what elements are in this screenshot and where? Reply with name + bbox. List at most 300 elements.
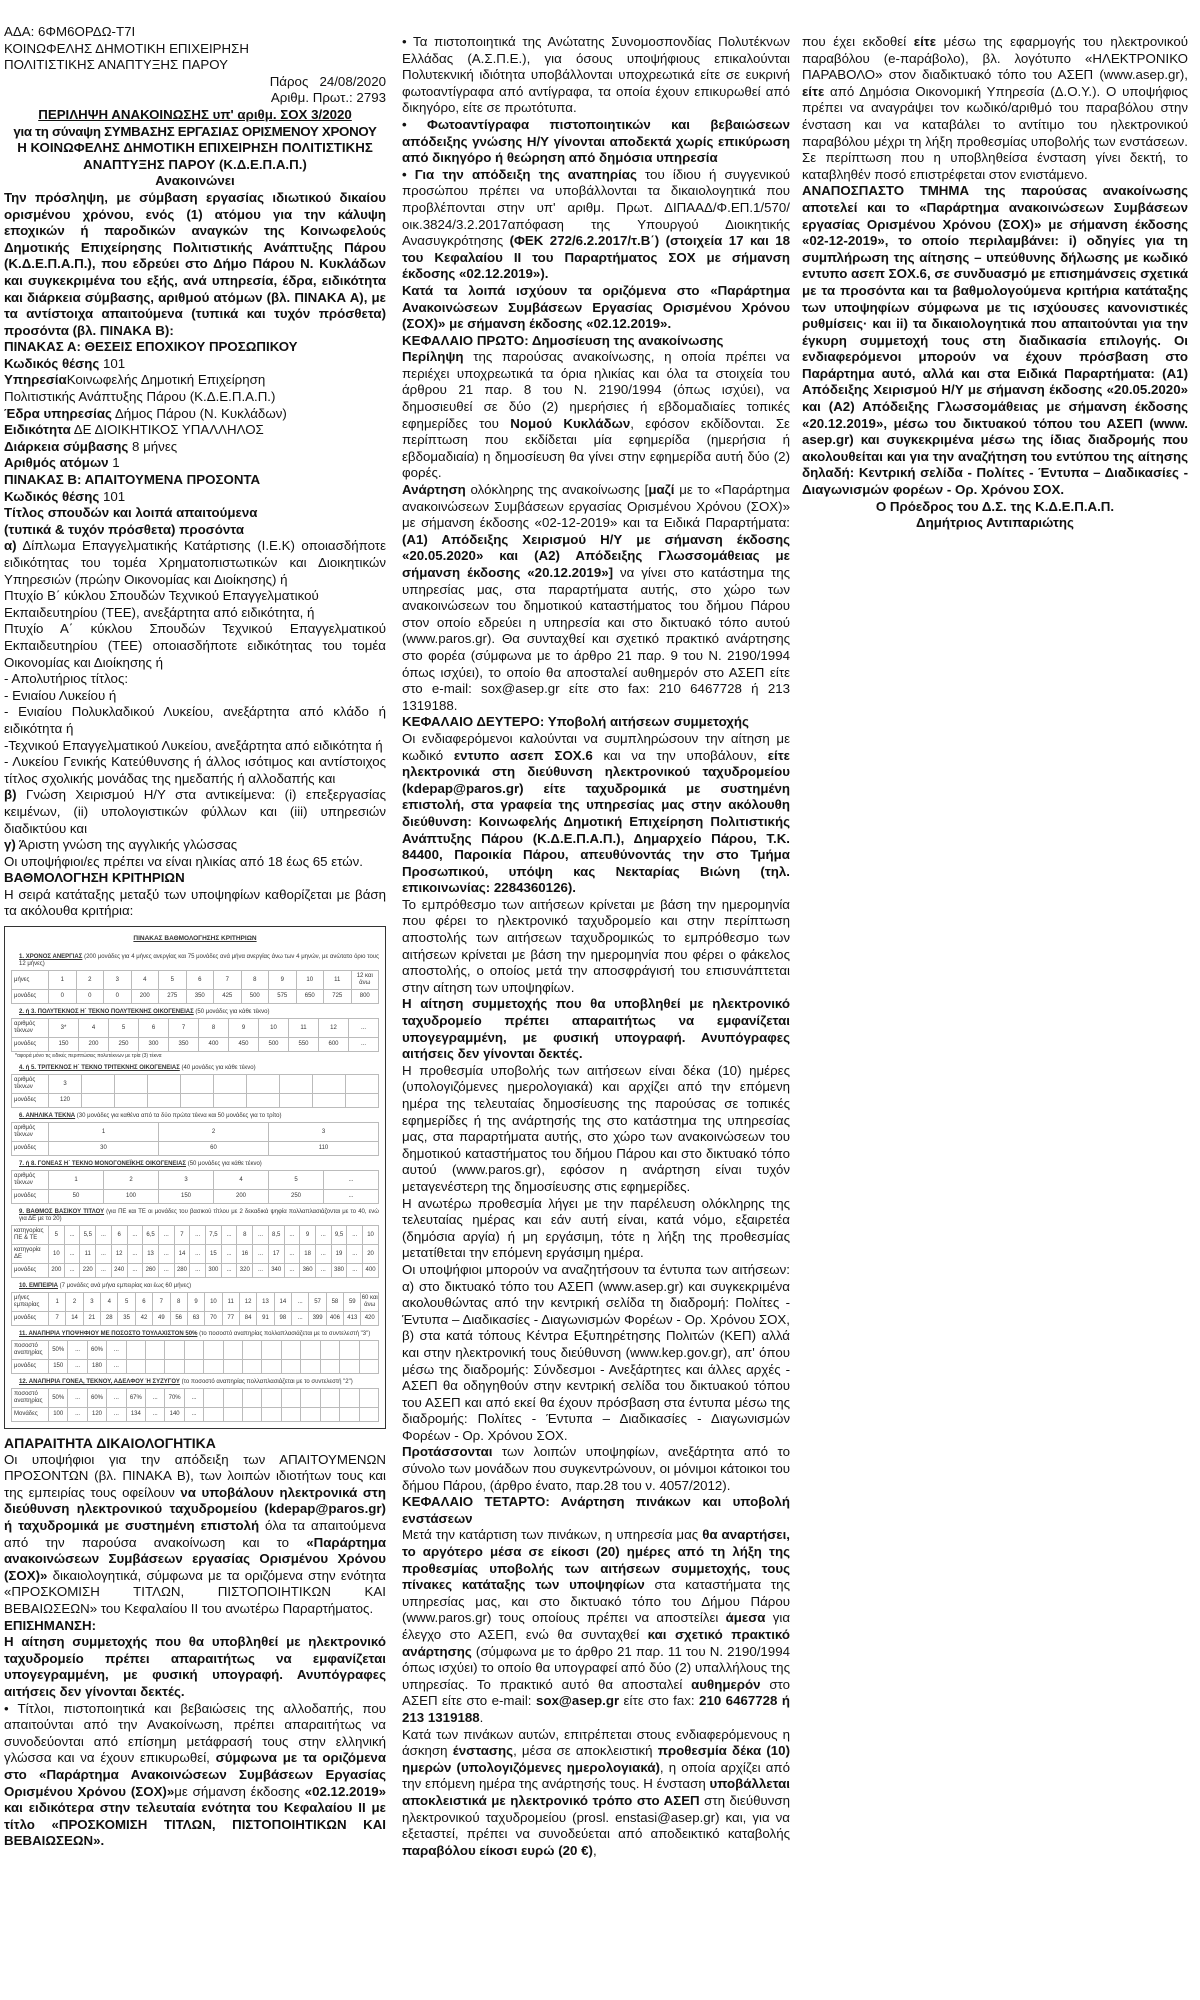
table-cell: 63 (187, 1312, 204, 1326)
table-cell: 11 (80, 1245, 96, 1264)
scoring-heading-text: ΒΑΘΜΟΛΟΓΗΣΗ ΚΡΙΤΗΡΙΩΝ (4, 870, 185, 886)
table-cell: ... (107, 1408, 126, 1422)
t: μαζί (648, 482, 675, 498)
row-label: μονάδες (12, 1312, 49, 1326)
t: sox@asep.gr (535, 1693, 620, 1709)
t: ΕΠΙΣΗΜΑΝΣΗ: (4, 1617, 97, 1633)
table-cell: 275 (159, 990, 187, 1004)
t: στη διεύθυνση ηλεκτρονικού ταχυδρομείου (prosl. enstasi@asep.gr) και, για να εξεταστεί, πρέπει να συνοδεύεται από αποδεικτικό καταβολής (402, 1792, 791, 1842)
table-cell (243, 1408, 262, 1422)
table-cell (359, 1408, 379, 1422)
qual-l5: - Ενιαίου Πολυκλαδικού Λυκείου, ανεξάρτητα από κλάδο ή ειδικότητα ή (4, 704, 386, 736)
chapter2-p7 (402, 1444, 790, 1494)
table-cell: 8,5 (268, 1226, 284, 1245)
t: των λοιπών υποψηφίων, ανεξάρτητα από το σύνολο των μονάδων που συγκεντρώνουν, οι μόνιμοι κάτοικοι του δήμου Πάρου, (άρθρο ένατο, παρ.28 του ν. 4057/2012). (402, 1444, 790, 1493)
table-cell: 200 (79, 1038, 109, 1052)
table-cell: ... (315, 1264, 331, 1278)
announcement-title (4, 107, 386, 124)
t: Ανάρτηση (402, 482, 466, 498)
table-cell: ... (184, 1389, 203, 1408)
table-cell: 8 (170, 1293, 187, 1312)
scoring-section-title (19, 954, 379, 968)
scoring-subtable (11, 1170, 379, 1204)
table-cell: 9 (300, 1226, 316, 1245)
table-cell: 77 (222, 1312, 239, 1326)
qual-l6: -Τεχνικού Επαγγελματικού Λυκείου, ανεξάρτητα από ειδικότητα ή (4, 737, 383, 753)
row-label: μήνες εμπειρίας (12, 1293, 49, 1312)
intro-text: Την πρόσληψη, με σύμβαση εργασίας ιδιωτικού δικαίου ορισμένου χρόνου, ενός (1) ατόμου για την κάλυψη εποχικών ή παροδικών αναγκών της Κοινωφελούς Δημοτικής Επιχείρησης Πολιτιστικής Ανάπτυξης Πάρου (Κ.Δ.Ε.Π.Α.Π.), που εδρεύει στο Δήμο Πάρου Ν. Κυκλάδων και συγκεκριμένα του εξής, ανά υπηρεσία, έδρα, ειδικότητα και διάρκεια σύμβασης, αριθμού ατόμων (βλ. ΠΙΝΑΚΑ Α), με τα αντίστοιχα απαιτούμενα (τυπικά και τυχόν πρόσθετα) προσόντα (βλ. ΠΙΝΑΚΑ Β): (4, 189, 386, 338)
table-row (12, 1389, 379, 1408)
row-label: αριθμός τέκνων (12, 1171, 49, 1190)
t: ολόκληρης της ανακοίνωσης [ (465, 482, 649, 498)
table-cell: 6 (139, 1019, 169, 1038)
table-cell (340, 1408, 359, 1422)
table-cell: 50% (49, 1341, 68, 1360)
table-cell: 280 (174, 1264, 190, 1278)
table-row (12, 1341, 379, 1360)
table-cell: 220 (80, 1264, 96, 1278)
table-cell: 42 (135, 1312, 152, 1326)
value: 8 μήνες (128, 438, 178, 454)
table-cell: 20 (363, 1245, 379, 1264)
t: ΚΕΦΑΛΑΙΟ ΠΡΩΤΟ: Δημοσίευση της ανακοίνωσης (402, 332, 724, 348)
table-cell: 380 (331, 1264, 347, 1278)
table-cell (346, 1094, 379, 1108)
t: (Α1) Απόδειξης Χειρισμού Η/Υ με σήμανση έκδοσης «20.05.2020» και (Α2) Απόδειξης Γλωσσομάθειας με σήμανση έκδοσης «20.12.2019»] (402, 531, 790, 580)
table-cell: 56 (170, 1312, 187, 1326)
table-cell: ... (190, 1226, 206, 1245)
t: με σήμανση έκδοσης (174, 1783, 305, 1799)
section-title: 2. ή 3. ΠΟΛΥΤΕΚΝΟΣ Η΄ ΤΕΚΝΟ ΠΟΛΥΤΕΚΝΗΣ ΟΙΚΟΓΕΝΕΙΑΣ (19, 1009, 194, 1016)
table-cell (340, 1360, 359, 1374)
table-cell: 3* (49, 1019, 79, 1038)
table-cell: 5,5 (80, 1226, 96, 1245)
value: 101 (99, 355, 126, 371)
label: γ) (4, 837, 16, 853)
table-cell (214, 1075, 247, 1094)
chapter2-p6: Οι υποψήφιοι μπορούν να αναζητήσουν τα έντυπα των αιτήσεων: α) στο δικτυακό τόπο του ΑΣΕΠ (www.asep.gr) και συγκεκριμένα ακολουθώντας από την κεντρική σελίδα τη διαδρομή: Πολίτες - Έντυπα – Διαδικασίες - Διαγωνισμών Φορέων - Ορ. Χρόνου ΣΟΧ, β) στα κατά τόπους Κέντρα Εξυπηρέτησης Πολιτών (ΚΕΠ) αλλά και στην ηλεκτρονική τους διεύθυνση (www.kep.gov.gr), απ' όπου μέσω της διαδρομής: Σύνδεσμοι - Ανεξάρτητες και άλλες αρχές - ΑΣΕΠ θα οδηγηθούν στην κεντρική σελίδα του δικτυακού τόπου του ΑΣΕΠ και από εκεί θα έχουν πρόσβαση στα έντυπα μέσω της διαδρομής: Πολίτες - Έντυπα – Διαδικασίες - Διαγωνισμών Φορέων - Ορ. Χρόνου ΣΟΧ. (402, 1261, 790, 1443)
table-b-heading-text: ΠΙΝΑΚΑΣ Β: ΑΠΑΙΤΟΥΜΕΝΑ ΠΡΟΣΟΝΤΑ (4, 472, 261, 488)
t: θα αναρτήσει, το αργότερο μέσα σε είκοσι (20) ημέρες από τη λήξη της προθεσμίας υποβολής των αιτήσεων συμμετοχής, τους πίνακες κατάταξης των υποψηφίων (402, 1527, 790, 1593)
subtitle-contract-text: για τη σύναψη ΣΥΜΒΑΣΗΣ ΕΡΓΑΣΙΑΣ ΟΡΙΣΜΕΝΟΥ ΧΡΟΝΟΥ (13, 123, 377, 139)
table-cell: ... (292, 1312, 309, 1326)
table-cell: 60 (159, 1142, 269, 1156)
t: σύμφωνα με τα οριζόμενα στο «Παράρτημα Ανακοινώσεων Συμβάσεων Εργασίας Ορισμένου Χρόνου (ΣΟΧ)» (4, 1750, 386, 1799)
section-title: 4. ή 5. ΤΡΙΤΕΚΝΟΣ Η΄ ΤΕΚΝΟ ΤΡΙΤΕΚΝΗΣ ΟΙΚΟΓΕΝΕΙΑΣ (19, 1065, 180, 1072)
t: και να την υποβάλουν, (592, 747, 768, 763)
chapter1-p1 (402, 349, 790, 482)
row-label: μονάδες (12, 1142, 49, 1156)
t: ΚΕΦΑΛΑΙΟ ΔΕΥΤΕΡΟ: Υποβολή αιτήσεων συμμετοχής (402, 714, 749, 730)
table-cell: 16 (237, 1245, 253, 1264)
qual-b (4, 787, 386, 837)
table-cell: 5 (159, 971, 187, 990)
section-title: 7. ή 8. ΓΟΝΕΑΣ Η΄ ΤΕΚΝΟ ΜΟΝΟΓΟΝΕΪΚΗΣ ΟΙΚΟΓΕΝΕΙΑΣ (19, 1161, 187, 1168)
table-cell: 6 (111, 1226, 127, 1245)
t: ΑΝΑΠΟΣΠΑΣΤΟ ΤΜΗΜΑ της παρούσας ανακοίνωσης αποτελεί και το «Παράρτημα ανακοινώσεων Συμβάσεων εργασίας Ορισμένου Χρόνου (ΣΟΧ)» με σήμανση έκδοσης «02-12-2019», το οποίο περιλαμβάνει: i) οδηγίες για τη συμπλήρωση της αίτησης – υπεύθυνης δήλωσης με κωδικό εντυπο ασεπ ΣΟΧ.6, σε συνδυασμό με επισημάνσεις σχετικά με τα προσόντα και τα βαθμολογούμενα κριτήρια κατάταξης των υποψηφίων σύμφωνα με τις ισχύουσες κανονιστικές ρυθμίσεις· και ii) τα δικαιολογητικά που απαιτούνται για την έγκυρη συμμετοχή τους στη διαδικασία επιλογής. Οι ενδιαφερόμενοι μπορούν να έχουν πρόσβαση στο Παράρτημα αυτό, αλλά και στα Ειδικά Παραρτήματα: (Α1) Απόδειξης Χειρισμού Η/Υ με σήμανση έκδοσης «20.05.2020» και (Α2) Απόδειξης Γλωσσομάθειας με σήμανση έκδοσης «20.12.2019», μέσω του δικτυακού τόπου του ΑΣΕΠ (www. asep.gr) και συγκεκριμένα μέσω της ίδιας διαδρομής που ακολουθείται και για την αναζήτηση του εντύπου της αίτησης δηλαδή: Κεντρική σελίδα - Πολίτες - Έντυπα – Διαδικασίες - Διαγωνισμών φορέων - Ορ. Χρόνου ΣΟΧ. (802, 183, 1188, 498)
table-cell: ... (347, 1226, 363, 1245)
table-cell: 58 (326, 1293, 343, 1312)
table-cell: ... (253, 1245, 269, 1264)
table-cell: 14 (174, 1245, 190, 1264)
table-cell: 18 (300, 1245, 316, 1264)
chapter4-p2 (402, 1727, 790, 1860)
table-cell: 2 (76, 971, 104, 990)
table-cell: 250 (109, 1038, 139, 1052)
table-cell (280, 1075, 313, 1094)
table-cell (280, 1094, 313, 1108)
section-desc: (50 μονάδες για κάθε τέκνο) (193, 1009, 270, 1016)
table-cell (204, 1360, 223, 1374)
t: , η οποία αρχίζει από την επόμενη ημέρα της ανάρτησής τους. Η ένσταση (402, 1759, 790, 1792)
row-label: αριθμός τέκνων (12, 1019, 49, 1038)
table-cell (204, 1389, 223, 1408)
table-cell: 100 (104, 1190, 159, 1204)
table-cell (262, 1341, 281, 1360)
age-requirement: Οι υποψήφιοι/ες πρέπει να είναι ηλικίας από 18 έως 65 ετών. (4, 853, 363, 869)
table-cell: ... (221, 1264, 237, 1278)
table-cell: ... (146, 1408, 165, 1422)
scoring-sections (11, 954, 379, 1422)
table-cell: 725 (324, 990, 352, 1004)
chapter2-heading (402, 714, 790, 731)
table-a-heading-text: ΠΙΝΑΚΑΣ Α: ΘΕΣΕΙΣ ΕΠΟΧΙΚΟΥ ΠΡΟΣΩΠΙΚΟΥ (4, 339, 298, 355)
scoring-subtable (11, 1225, 379, 1278)
row-label: μονάδες (12, 990, 49, 1004)
section-title: 6. ΑΝΗΛΙΚΑ ΤΕΚΝΑ (19, 1113, 76, 1120)
t: Οι υποψήφιοι για την απόδειξη των ΑΠΑΙΤΟΥΜΕΝΩΝ ΠΡΟΣΟΝΤΩΝ (βλ. ΠΙΝΑΚΑ Β), των λοιπών ιδιοτήτων τους και της εμπειρίας τους οφείλουν (4, 1451, 386, 1500)
scoring-subtable (11, 1340, 379, 1374)
table-cell: 35 (118, 1312, 135, 1326)
table-cell (247, 1075, 280, 1094)
table-row (12, 1123, 379, 1142)
table-cell: 11 (324, 971, 352, 990)
table-cell: 340 (268, 1264, 284, 1278)
t: για έλεγχο στο ΑΣΕΠ, ενώ θα συνταχθεί (402, 1610, 791, 1642)
annex-paragraph (802, 183, 1188, 498)
text: (τυπικά & τυχόν πρόσθετα) προσόντα (4, 521, 245, 537)
table-cell: ... (253, 1264, 269, 1278)
table-cell (126, 1341, 145, 1360)
t: Δημήτριος Αντιπαριώτης (916, 515, 1074, 531)
rest-paragraph (402, 283, 790, 333)
table-b-title2 (4, 522, 386, 539)
section-title: 9. ΒΑΘΜΟΣ ΒΑΣΙΚΟΥ ΤΙΤΛΟΥ (19, 1209, 105, 1216)
table-cell: 91 (257, 1312, 274, 1326)
table-cell: 2 (66, 1293, 83, 1312)
table-cell: 300 (206, 1264, 222, 1278)
scoring-section-title (19, 1065, 379, 1072)
notice-text (4, 1634, 386, 1700)
text: Άριστη γνώση της αγγλικής γλώσσας (15, 837, 238, 853)
table-cell (214, 1094, 247, 1108)
row-label: αριθμός τέκνων (12, 1075, 49, 1094)
table-cell: 12 (319, 1019, 349, 1038)
table-cell: 400 (199, 1038, 229, 1052)
table-cell: ... (96, 1264, 112, 1278)
table-cell: ... (96, 1226, 112, 1245)
table-cell: 9 (187, 1293, 204, 1312)
scoring-section-title (19, 1379, 379, 1386)
t: από Δημόσια Οικονομική Υπηρεσία (Δ.Ο.Υ.). Ο υποψήφιος πρέπει να αναγράψει τον κωδικό/αριθμό του παραβόλου στην ένσταση και να καταβάλει το αντίτιμο του ηλεκτρονικού παραβόλου μέχρι τη λήξη προθεσμίας υποβολής των ενστάσεων. Σε περίπτωση που η υποβληθείσα ένσταση γίνει δεκτή, το καταβληθέν ποσό επιστρέφεται στον ενιστάμενο. (802, 83, 1188, 182)
scoring-subtable (11, 1292, 379, 1326)
t: είτε (802, 83, 825, 99)
qual-l3: - Απολυτήριος τίτλος: (4, 671, 129, 687)
table-cell: 10 (49, 1245, 65, 1264)
table-cell: 6 (186, 971, 214, 990)
table-cell: ... (68, 1408, 87, 1422)
table-cell: 1 (49, 1171, 104, 1190)
date: Πάρος 24/08/2020 (269, 73, 386, 89)
t: , (592, 1842, 597, 1858)
row-label: μονάδες (12, 1094, 49, 1108)
t: με το «Παράρτημα ανακοινώσεων Συμβάσεων εργασίας Ορισμένου Χρόνου (ΣΟΧ)» με σήμανση έκδοσης «02-12-2019» και τα Ειδικά Παραρτήματα: (402, 482, 790, 531)
table-cell: 250 (269, 1190, 324, 1204)
table-cell (243, 1360, 262, 1374)
table-b-heading (4, 472, 386, 489)
table-cell: 15 (206, 1245, 222, 1264)
table-cell: 17 (268, 1245, 284, 1264)
table-cell: 500 (259, 1038, 289, 1052)
table-cell (223, 1408, 242, 1422)
table-cell (340, 1389, 359, 1408)
table-cell: 150 (49, 1038, 79, 1052)
table-cell (301, 1341, 320, 1360)
t: (σύμφωνα με το άρθρο 21 παρ. 11 του Ν. 2190/1994 όπως ισχύει) το οποίο θα υπογραφεί από δύο (2) υπαλλήλους της υπηρεσίας. Το πρακτικό αυτό θα αποσταλεί (402, 1643, 790, 1692)
table-cell: 84 (239, 1312, 256, 1326)
t: προθεσμία δέκα (10) ημερών (υπολογιζόμενες ημερολογιακά) (402, 1743, 791, 1775)
table-cell: 57 (309, 1293, 326, 1312)
table-a-seat (4, 406, 386, 423)
table-cell (184, 1341, 203, 1360)
table-cell: 7 (153, 1293, 170, 1312)
table-cell (223, 1341, 242, 1360)
t: «02.12.2019» και ειδικότερα στην τελευταία ενότητα του Κεφαλαίου ΙΙ με τίτλο «ΠΡΟΣΚΟΜΙΣΗ ΤΙΤΛΩΝ, ΠΙΣΤΟΠΟΙΗΤΙΚΩΝ ΚΑΙ ΒΕΒΑΙΩΣΕΩΝ». (4, 1783, 387, 1849)
table-cell: ... (127, 1245, 143, 1264)
table-a-heading (4, 339, 386, 356)
row-label: μονάδες (12, 1190, 49, 1204)
chapter1-p2 (402, 482, 790, 714)
chapter1-heading (402, 333, 790, 350)
qual-l4: - Ενιαίου Λυκείου ή (4, 687, 117, 703)
t: είτε (913, 34, 937, 49)
org-name-line1: ΚΟΙΝΩΦΕΛΗΣ ΔΗΜΟΤΙΚΗ ΕΠΙΧΕΙΡΗΣΗ (4, 40, 249, 56)
t: να υποβάλουν ηλεκτρονικά στη διεύθυνση ηλεκτρονικού ταχυδρομείου (kdepap@paros.gr) ή ταχυδρομικά με συστημένη επιστολή (4, 1484, 386, 1534)
table-cell (126, 1360, 145, 1374)
chapter2-p5: Η ανωτέρω προθεσμία λήγει με την παρέλευση ολόκληρης της τελευταίας ημέρας και εάν αυτή είναι, κατά νόμο, εξαιρετέα (δημόσια αργία) ή μη εργάσιμη, τότε η λήξη της προθεσμίας μετατίθεται την επόμενη εργάσιμη ημέρα. (402, 1195, 790, 1261)
table-cell (320, 1360, 339, 1374)
it-docs-bullet (402, 117, 790, 167)
table-cell: 67% (126, 1389, 145, 1408)
section-desc: (30 μονάδες για καθένα από τα δύο πρώτα τέκνα και 50 μονάδες για το τρίτο) (75, 1113, 282, 1120)
table-cell: 8 (199, 1019, 229, 1038)
table-cell (359, 1389, 379, 1408)
table-cell: 260 (143, 1264, 159, 1278)
label: β) (4, 787, 17, 803)
t: είτε ηλεκτρονικά στη διεύθυνση ηλεκτρονικού ταχυδρομείου (kdepap@paros.gr) είτε ταχυδρομικά με συστημένη επιστολή, στα γραφεία της υπηρεσίας μας στην ακόλουθη διεύθυνση: Κοινωφελής Δημοτική Επιχείρηση Πολιτιστικής Ανάπτυξης Πάρου (Κ.Δ.Ε.Π.Α.Π.), Δημαρχείο Πάρου, Τ.Κ. 84400, Παροικία Πάρου, απευθύνοντάς την στο Τμήμα Προσωπικού, υπόψη κας Νεκταρίας Βιώνη (τηλ. επικοινωνίας: 2284360126). (402, 747, 790, 896)
table-cell: 3 (83, 1293, 100, 1312)
column-middle (402, 34, 790, 1859)
table-cell: ... (292, 1293, 309, 1312)
table-cell: 11 (289, 1019, 319, 1038)
table-cell: 200 (49, 1264, 65, 1278)
row-label: μονάδες (12, 1264, 49, 1278)
section-desc: (για ΠΕ και ΤΕ οι μονάδες του βασικού τίτλου με 2 δεκαδικά ψηφία πολλαπλασιάζονται με το 40, ενώ για ΔΕ με το 20) (19, 1209, 379, 1223)
t: Περίληψη (402, 349, 464, 365)
table-cell (262, 1360, 281, 1374)
section-title: 11. ΑΝΑΠΗΡΙΑ ΥΠΟΨΗΦΙΟΥ ΜΕ ΠΟΣΟΣΤΟ ΤΟΥΛΑΧΙΣΤΟΝ 50% (19, 1331, 198, 1338)
table-cell: 420 (361, 1312, 379, 1326)
table-cell: ... (190, 1245, 206, 1264)
asp-bullet: • Τα πιστοποιητικά της Ανώτατης Συνομοσπονδίας Πολυτέκνων Ελλάδας (Α.Σ.Π.Ε.), για όσους υποψήφιους επικαλούνται Πολυτεκνική ιδιότητα υποβάλλονται υποχρεωτικά είτε σε ευκρινή φωτοαντίγραφα από αντίγραφα, τα οποία έχουν επικυρωθεί από δικηγόρο, είτε σε πρωτότυπα. (402, 34, 790, 116)
value: ΔΕ ΔΙΟΙΚΗΤΙΚΟΣ ΥΠΑΛΛΗΛΟΣ (70, 422, 264, 438)
t: Η αίτηση συμμετοχής που θα υποβληθεί με ηλεκτρονικό ταχυδρομείο πρέπει απαραιτήτως να εμφανίζεται υπογεγραμμένη, με φυσική υπογραφή. Ανυπόγραφες αιτήσεις δεν γίνονται δεκτές. (402, 996, 790, 1062)
t: να γίνει στο κατάστημα της υπηρεσίας μας, στα παραρτήματα αυτής, στο χώρο των ανακοινώσεων του δημοτικού καταστήματος του δήμου Πάρου στον οποίο εδρεύει η υπηρεσία και στο δικτυακό τόπο αυτού (www.paros.gr). Θα συνταχθεί και σχετικό πρακτικό ανάρτησης στο φορέα (σύμφωνα με το άρθρο 21 παρ. 9 του Ν. 2190/1994 όπως ισχύει), το οποίο θα αποσταλεί αυθημερόν στο ΑΣΕΠ είτε στο e-mail: sox@asep.gr είτε στο fax: 210 6467728 ή 213 1319188. (402, 565, 791, 713)
table-cell: 19 (331, 1245, 347, 1264)
table-cell (243, 1389, 262, 1408)
scoring-section-title (19, 1283, 379, 1290)
table-cell: ... (253, 1226, 269, 1245)
announcement-title-text: ΠΕΡΙΛΗΨΗ ΑΝΑΚΟΙΝΩΣΗΣ υπ' αριθμ. ΣΟΧ 3/2020 (38, 106, 352, 122)
t: άμεσα (725, 1610, 766, 1626)
t: παραβόλου είκοσι ευρώ (20 €) (402, 1842, 593, 1858)
table-row (12, 990, 379, 1004)
fee-paragraph (802, 34, 1188, 183)
table-cell: 49 (153, 1312, 170, 1326)
org-name-line2: ΠΟΛΙΤΙΣΤΙΚΗΣ ΑΝΑΠΤΥΞΗΣ ΠΑΡΟΥ (4, 57, 229, 73)
table-cell: 60 και άνω (361, 1293, 379, 1312)
table-cell: 360 (300, 1264, 316, 1278)
table-cell: 0 (49, 990, 77, 1004)
value: Κοινωφελής Δημοτική Επιχείρηση (66, 372, 266, 388)
table-cell: 120 (87, 1408, 106, 1422)
t: Προτάσσονται (402, 1444, 493, 1460)
table-cell (148, 1094, 181, 1108)
scoring-subtable (11, 1122, 379, 1156)
section-desc: (50 μονάδες για κάθε τέκνο) (186, 1161, 262, 1168)
table-cell: ... (107, 1341, 126, 1360)
table-cell: 14 (66, 1312, 83, 1326)
table-cell (359, 1341, 379, 1360)
section-desc: (το ποσοστό αναπηρίας πολλαπλασιάζεται με το συντελεστή "3") (197, 1331, 371, 1338)
table-row (12, 1171, 379, 1190)
table-cell: 8 (241, 971, 269, 990)
table-cell: ... (127, 1264, 143, 1278)
docs-paragraph (4, 1452, 386, 1618)
scoring-subtable (11, 1074, 379, 1108)
value: 101 (99, 488, 126, 504)
table-cell: 413 (344, 1312, 361, 1326)
t: ΚΕΦΑΛΑΙΟ ΤΕΤΑΡΤΟ: Ανάρτηση πινάκων και υποβολή ενστάσεων (402, 1494, 790, 1526)
row-label: κατηγορία ΔΕ (12, 1245, 49, 1264)
chapter2-p1 (402, 731, 790, 897)
table-cell: 50 (49, 1190, 104, 1204)
label: α) (4, 538, 17, 554)
t: και σχετικό πρακτικό ανάρτησης (402, 1627, 790, 1659)
table-cell (115, 1094, 148, 1108)
column-left (4, 24, 386, 1850)
table-cell: 7 (49, 1312, 66, 1326)
row-label: Μονάδες (12, 1408, 49, 1422)
table-cell (262, 1408, 281, 1422)
table-cell: 6 (135, 1293, 152, 1312)
label: Ειδικότητα (4, 422, 71, 438)
table-cell: 1 (49, 971, 77, 990)
t: στο ΑΣΕΠ είτε στο e-mail: (402, 1676, 790, 1709)
table-row (12, 1075, 379, 1094)
table-cell: ... (158, 1264, 174, 1278)
subtitle-contract (4, 124, 386, 141)
notice-heading (4, 1618, 386, 1635)
table-cell: 70 (205, 1312, 222, 1326)
table-row (12, 971, 379, 990)
footnote: *αφορά μόνο τις ειδικές περιπτώσεις πολυτέκνων με τρία (3) τέκνα (15, 1053, 162, 1060)
docs-heading-text: ΑΠΑΡΑΙΤΗΤΑ ΔΙΚΑΙΟΛΟΓΗΤΙΚΑ (4, 1435, 216, 1452)
table-cell: 350 (186, 990, 214, 1004)
table-cell: ... (284, 1264, 300, 1278)
t: Οι ενδιαφερόμενοι καλούνται να συμπληρώσουν την αίτηση με κωδικό (402, 730, 790, 763)
table-cell: ... (324, 1171, 379, 1190)
row-label: μονάδες (12, 1360, 49, 1374)
table-cell: 7 (174, 1226, 190, 1245)
table-cell: ... (190, 1264, 206, 1278)
announces (4, 173, 386, 190)
chapter2-p2: Το εμπρόθεσμο των αιτήσεων κρίνεται με βάση την ημερομηνία που φέρει το ηλεκτρονικό ταχυδρομείο και στην περίπτωση αποστολής των αιτήσεων ταχυδρομικώς το εμπρόθεσμο των αιτήσεων κρίνεται με βάση την ημερομηνία που φέρει ο φάκελος αποστολής, ο οποίος μετά την αποσφράγισή του επισυνάπτεται στην αίτηση των υποψηφίων. (402, 896, 790, 995)
qual-l1: Πτυχίο Β΄ κύκλου Σπουδών Τεχνικού Επαγγελματικού Εκπαιδευτηρίου (ΤΕΕ), ανεξάρτητα από ειδικότητα, ή (4, 588, 319, 620)
table-cell (281, 1389, 300, 1408)
row-label: ποσοστό αναπηρίας (12, 1389, 49, 1408)
section-title: 12. ΑΝΑΠΗΡΙΑ ΓΟΝΕΑ, ΤΕΚΝΟΥ, ΑΔΕΛΦΟΥ Ή ΣΥΖΥΓΟΥ (19, 1379, 180, 1386)
t: , εφόσον εκδίδονται. Σε περίπτωση που εκδίδεται μία εφημερίδα (ημερήσια ή εβδομαδιαία) η δημοσίευση θα γίνει στην εφημερίδα αυτή δύο (2) φορές. (402, 415, 790, 481)
table-cell: ... (107, 1389, 126, 1408)
table-cell: 5 (109, 1019, 139, 1038)
scoring-subtable (11, 970, 379, 1004)
table-cell: ... (64, 1264, 80, 1278)
section-desc: (7 μονάδες ανά μήνα εμπειρίας και έως 60 μήνες) (58, 1283, 192, 1290)
chapter4-heading (402, 1494, 790, 1527)
table-cell: ... (349, 1019, 379, 1038)
table-cell (165, 1360, 184, 1374)
row-label: κατηγορίας ΠΕ & ΤΕ (12, 1226, 49, 1245)
table-a-specialty (4, 422, 386, 439)
table-cell: ... (284, 1245, 300, 1264)
table-cell: 5 (118, 1293, 135, 1312)
row-label: ποσοστό αναπηρίας (12, 1341, 49, 1360)
table-cell: 7 (214, 971, 242, 990)
scoring-section-title (19, 1209, 379, 1223)
chapter2-p3 (402, 996, 790, 1062)
table-a-persons (4, 455, 386, 472)
t: υποβάλλεται αποκλειστικά με ηλεκτρονικό τρόπο στο ΑΣΕΠ (402, 1776, 790, 1808)
table-cell: 110 (269, 1142, 379, 1156)
table-cell: 59 (344, 1293, 361, 1312)
scoring-subtable (11, 1388, 379, 1422)
table-cell: 150 (49, 1360, 68, 1374)
table-cell: 4 (79, 1019, 109, 1038)
label: Κωδικός θέσης (4, 355, 100, 371)
t: , μέσα σε αποκλειστική (513, 1743, 658, 1759)
t: που έχει εκδοθεί (802, 34, 914, 49)
table-cell: 98 (274, 1312, 291, 1326)
table-cell (359, 1360, 379, 1374)
label: Υπηρεσία (4, 372, 67, 388)
table-cell: 14 (274, 1293, 291, 1312)
table-cell: 5 (49, 1226, 65, 1245)
section-desc: (40 μονάδες για κάθε τέκνο) (179, 1065, 256, 1072)
table-cell: ... (146, 1389, 165, 1408)
qual-l7: - Λυκείου Γενικής Κατεύθυνσης ή άλλος ισότιμος και αντίστοιχος τίτλος σχολικής μονάδας της ημεδαπής ή αλλοδαπής και (4, 754, 386, 786)
table-cell: 0 (104, 990, 132, 1004)
